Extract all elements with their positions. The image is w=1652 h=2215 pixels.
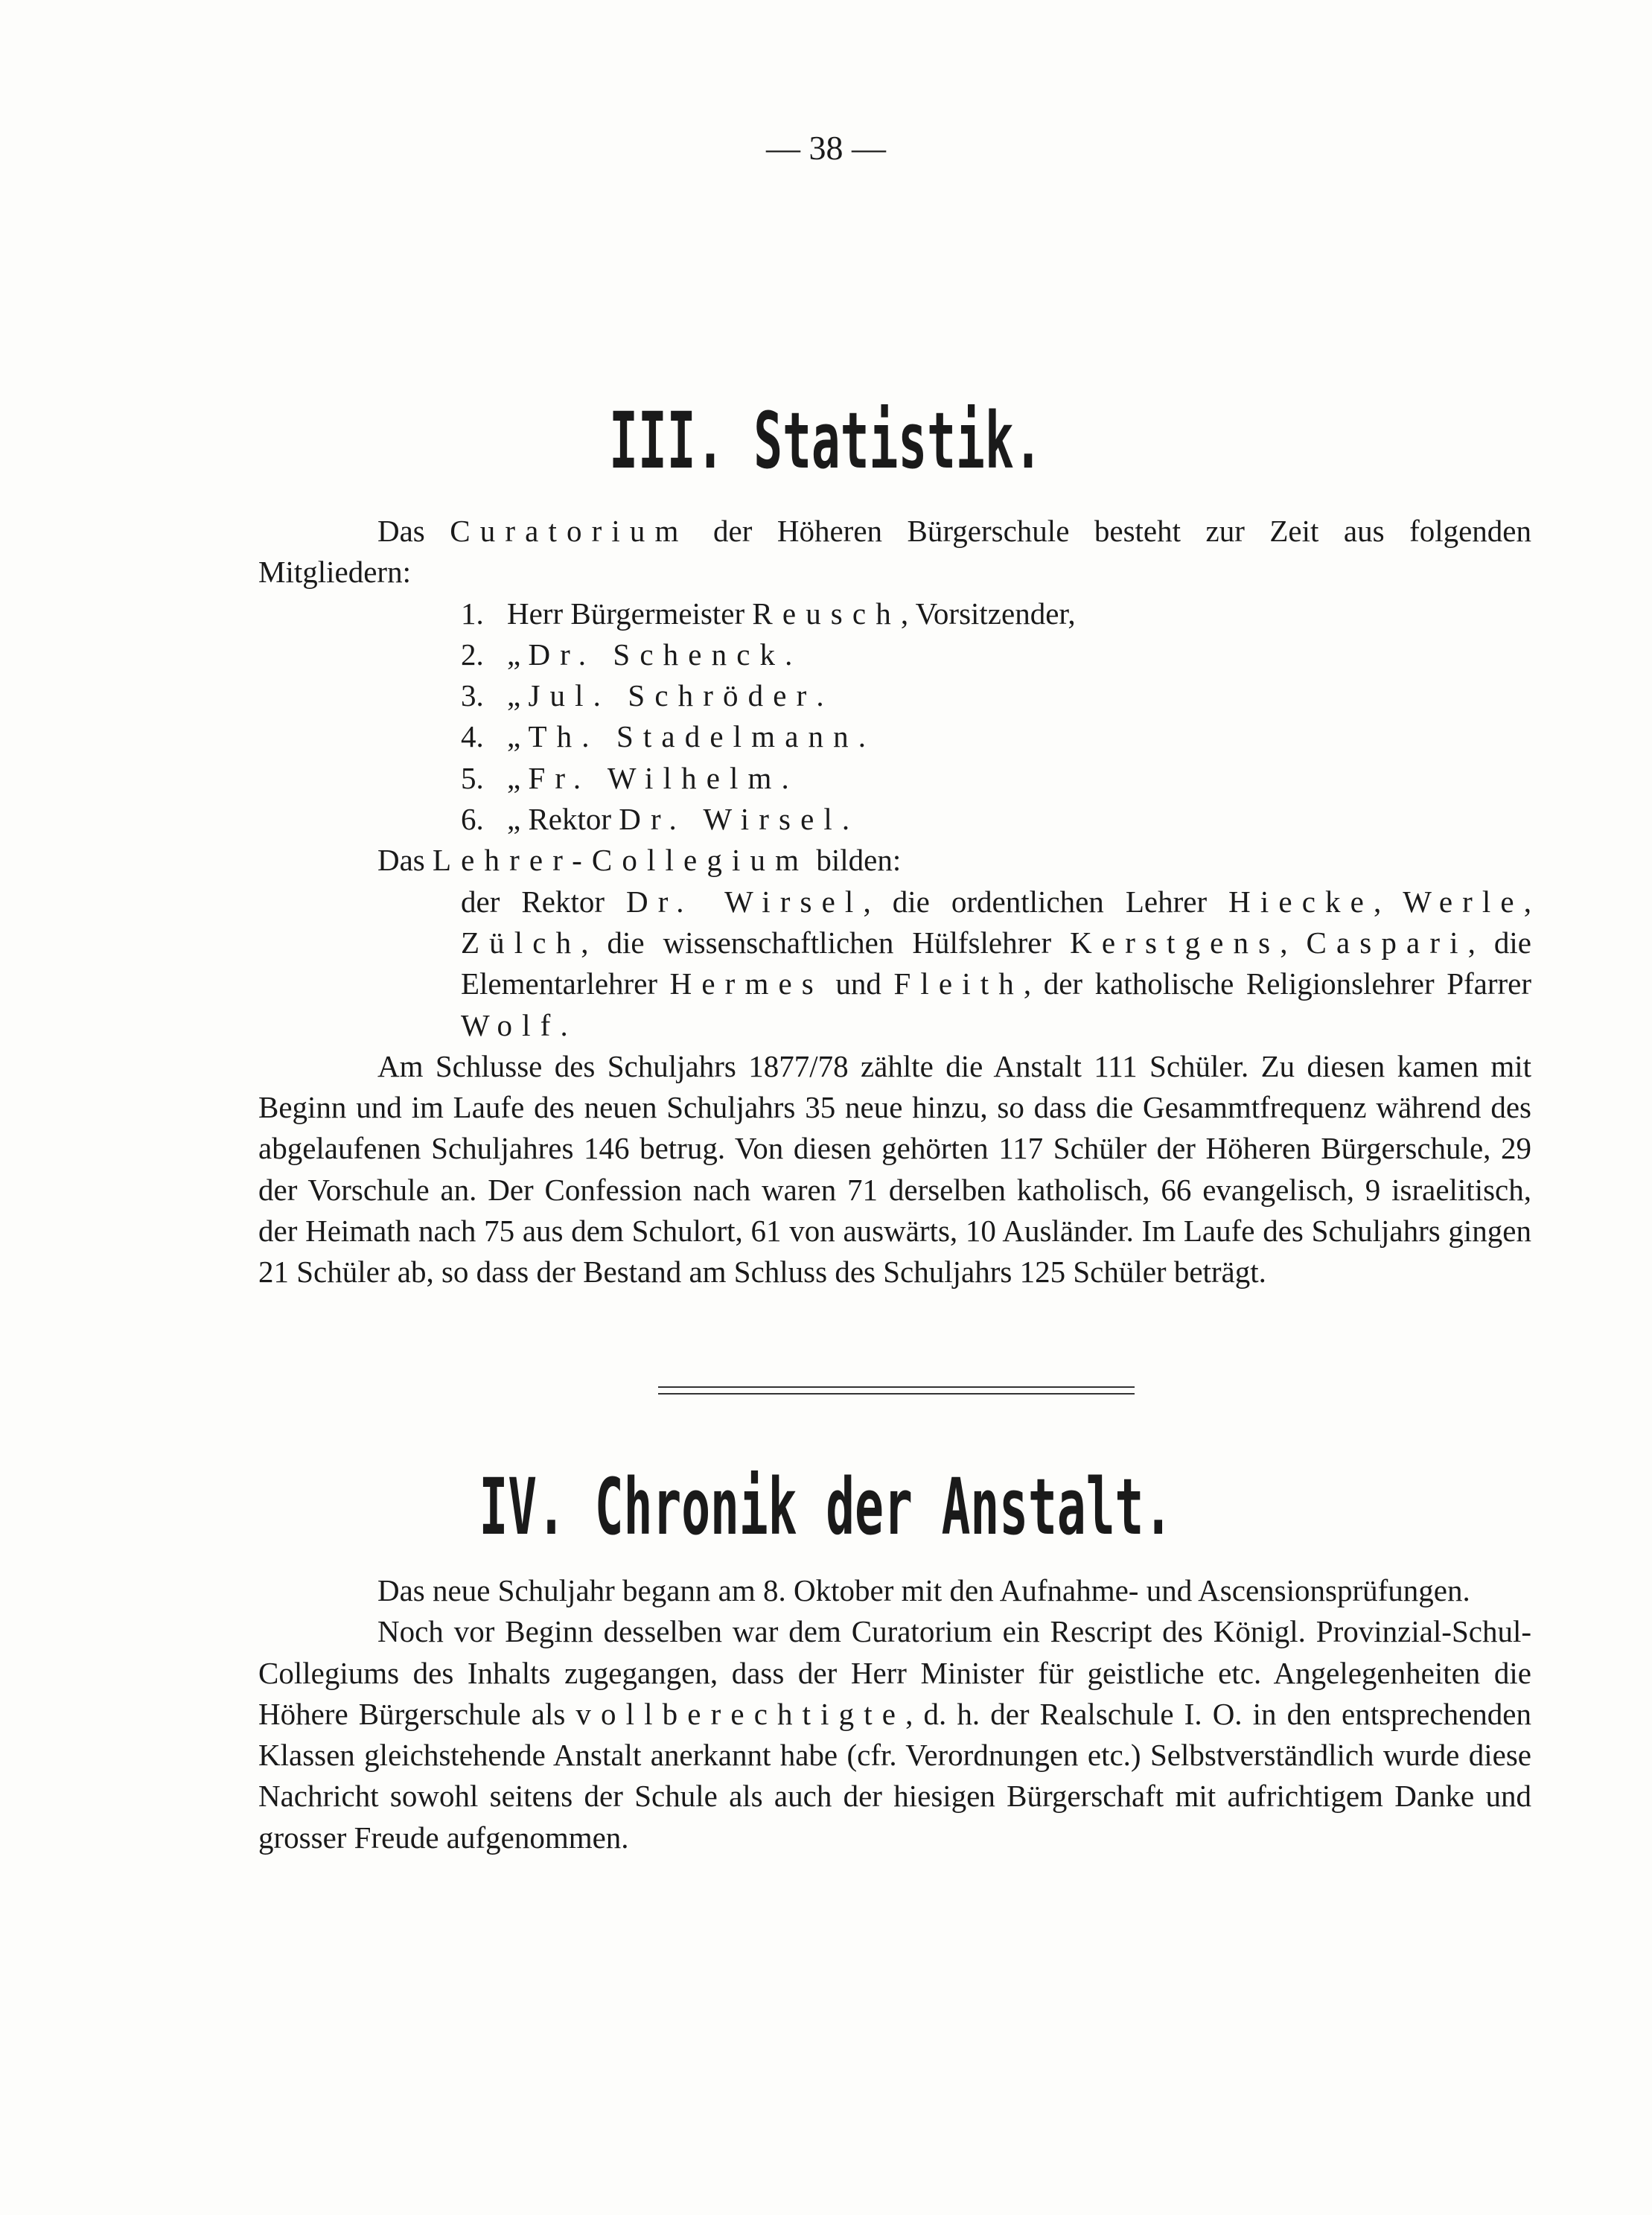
list-item: 5. „ Fr. Wilhelm. [461,760,789,795]
collegium-term: Lehrer-Collegium [433,843,809,878]
list-item: 1. Herr Bürgermeister Reusch, Vorsitzender, [461,596,1076,631]
member-name: Fr. Wilhelm [528,760,782,795]
statistics-paragraph: Am Schlusse des Schuljahrs 1877/78 zählte die Anstalt 111 Schüler. Zu diesen kamen mit Beginn und im Laufe des neuen Schuljahrs 35 neue hinzu, so dass die Gesammtfrequenz während des abgelaufenen Schuljahres 146 betrug. Von diesen gehörten 117 Schüler der Höheren Bürgerschule, 29 der Vorschule an. Der Confession nach waren 71 derselben katholisch, 66 evangelisch, 9 israelitisch, der Heimath nach 75 aus dem Schulort, 61 von auswärts, 10 Ausländer. Im Laufe des Schuljahrs gingen 21 Schüler ab, so dass der Bestand am Schluss des Schuljahrs 125 Schüler beträgt. [258,1048,1531,1290]
chronik-paragraph-1: Das neue Schuljahr begann am 8. Oktober mit den Aufnahme- und Ascensionsprüfungen. [377,1573,1470,1607]
section-heading-chronik: IV. Chronik der Anstalt. [479,1462,1173,1552]
section-divider [658,1386,1135,1395]
member-name: Reusch [752,596,901,631]
teacher-name: Zülch [461,925,581,960]
chronik-section [258,1570,1531,1858]
emphasized-term: vollberechtigte [575,1696,906,1731]
list-item: 2. „ Dr. Schenck. [461,637,793,672]
teacher-name: Kerstgens [1070,925,1281,960]
intro-text: Das [377,514,450,548]
member-name: Th. Stadelmann [528,719,858,754]
page-number: — 38 — [766,129,886,167]
list-item: 6. „ Rektor Dr. Wirsel. [461,802,850,837]
teacher-name: Dr. Wirsel [626,884,864,919]
list-item: 4. „ Th. Stadelmann. [461,719,866,754]
teacher-name: Hermes [669,966,823,1001]
member-list [258,593,1531,841]
teacher-name: Fleith [893,966,1024,1001]
chronik-paragraph-2: Noch vor Beginn desselben war dem Curatorium ein Rescript des Königl. Provinzial-Schul-Collegiums des Inhalts zugegangen, dass der Herr Minister für geistliche etc. Angelegenheiten die Höhere Bürgerschule als vollberechtigte, d. h. der Realschule I. O. in den entsprechenden Klassen gleichstehende Anstalt anerkannt habe (cfr. Verordnungen etc.) Selbstverständlich wurde diese Nachricht sowohl seitens der Schule als auch der hiesigen Bürgerschaft mit aufrichtigem Danke und grosser Freude aufgenommen. [258,1614,1531,1855]
teacher-name: Hiecke [1228,884,1374,919]
teacher-name: Werle [1403,884,1524,919]
curatorium-term: Curatorium [450,514,689,548]
teacher-name: Caspari [1306,925,1468,960]
member-name: Dr. Schenck [528,637,785,672]
teacher-name: Wolf [461,1007,561,1042]
member-name: Jul. Schröder [528,678,817,713]
section-heading-statistik: III. Statistik. [609,395,1043,486]
curatorium-intro [258,511,1531,593]
list-item: 3. „ Jul. Schröder. [461,678,824,713]
intro-text-end: der Höheren Bürgerschule besteht zur Zeit aus folgenden Mitgliedern: [258,514,1532,590]
statistik-section [258,511,1531,1293]
teacher-list: der Rektor Dr. Wirsel, die ordentlichen Lehrer Hiecke, Werle, Zülch, die wissenschaftlichen Hülfslehrer Kerstgens, Caspari, die Elementarlehrer Hermes und Fleith, der katholische Religionslehrer Pfarrer Wolf. [461,884,1532,1042]
member-name: Dr. Wirsel [619,802,842,837]
collegium-intro: Das Lehrer-Collegium bilden: [377,843,902,878]
